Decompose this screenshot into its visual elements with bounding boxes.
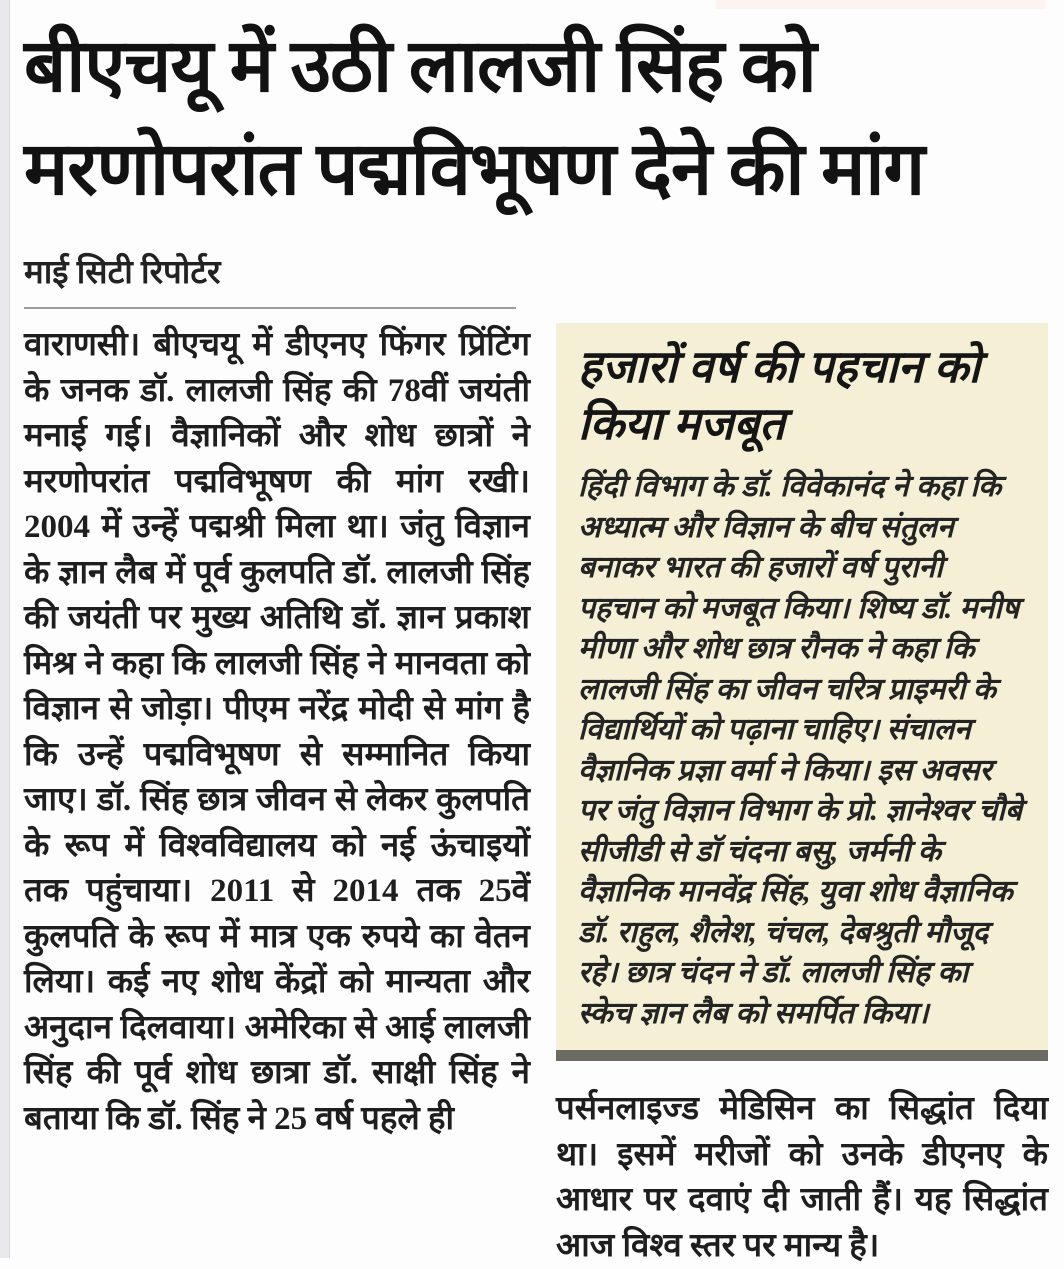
article-paragraph	[24, 323, 530, 1142]
left-column-text: बीएचयू में डीएनए फिंगर प्रिंटिंग के जनक डॉ. लालजी सिंह की 78वीं जयंती मनाई गई। वैज्ञानिकों और शोध छात्रों ने मरणोपरांत पद्मविभूषण की मांग रखी। 2004 में उन्हें पद्मश्री मिला था। जंतु विज्ञान के ज्ञान लैब में पूर्व कुलपति डॉ. लालजी सिंह की जयंती पर मुख्य अतिथि डॉ. ज्ञान प्रकाश मिश्र ने कहा कि लालजी सिंह ने मानवता को विज्ञान से जोड़ा। पीएम नरेंद्र मोदी से मांग है कि उन्हें पद्मविभूषण से सम्मानित किया जाए। डॉ. सिंह छात्र जीवन से लेकर कुलपति के रूप में विश्वविद्यालय को नई ऊंचाइयों तक पहुंचाया। 2011 से 2014 तक 25वें कुलपति के रूप में मात्र एक रुपये का वेतन लिया। कई नए शोध केंद्रों को मान्यता और अनुदान दिलवाया। अमेरिका से आई लालजी सिंह की पूर्व शोध छात्रा डॉ. साक्षी सिंह ने बताया कि डॉ. सिंह ने 25 वर्ष पहले ही	[24, 327, 530, 1137]
right-column	[556, 323, 1048, 1269]
left-column	[24, 323, 530, 1269]
headline-line-1: बीएचयू में उठी लालजी सिंह को	[24, 26, 816, 108]
headline	[24, 16, 1048, 222]
continuation-paragraph: पर्सनलाइज्ड मेडिसिन का सिद्धांत दिया था। इसमें मरीजों को उनके डीएनए के आधार पर दवाएं दी जाती हैं। यह सिद्धांत आज विश्व स्तर पर मान्य है।	[556, 1091, 1048, 1264]
newspaper-clipping	[24, 0, 1048, 1269]
headline-line-2: मरणोपरांत पद्मविभूषण देने की मांग	[24, 129, 925, 211]
article-columns	[24, 323, 1048, 1269]
highlight-box-body: हिंदी विभाग के डॉ. विवेकानंद ने कहा कि अध्यात्म और विज्ञान के बीच संतुलन बनाकर भारत की हजारों वर्ष पुरानी पहचान को मजबूत किया। शिष्य डॉ. मनीष मीणा और शोध छात्र रौनक ने कहा कि लालजी सिंह का जीवन चरित्र प्राइमरी के विद्यार्थियों को पढ़ाना चाहिए। संचालन वैज्ञानिक प्रज्ञा वर्मा ने किया। इस अवसर पर जंतु विज्ञान विभाग के प्रो. ज्ञानेश्वर चौबे सीजीडी से डॉ चंदना बसु, जर्मनी के वैज्ञानिक मानवेंद्र सिंह, युवा शोध वैज्ञानिक डॉ. राहुल, शैलेश, चंचल, देबश्रुती मौजूद रहे। छात्र चंदन ने डॉ. लालजी सिंह का स्केच ज्ञान लैब को समर्पित किया।	[578, 470, 1023, 1030]
highlight-box-heading: हजारों वर्ष की पहचान को किया मजबूत	[578, 342, 981, 449]
byline-divider	[24, 307, 516, 309]
highlight-box	[556, 323, 1048, 1061]
page-edge	[0, 0, 10, 1258]
byline: माई सिटी रिपोर्टर	[24, 255, 221, 291]
dateline: वाराणसी।	[24, 327, 154, 363]
